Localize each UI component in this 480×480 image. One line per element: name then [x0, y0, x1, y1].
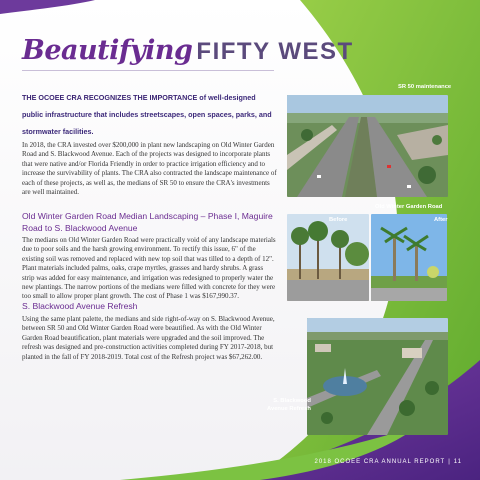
intro-lead: THE OCOEE CRA RECOGNIZES THE IMPORTANCE [22, 93, 198, 102]
intro-paragraph [22, 89, 272, 140]
footer-separator: | [448, 459, 451, 465]
caption-blackwood [267, 397, 311, 413]
footer-page-number: 11 [453, 459, 462, 465]
caption-owgr: Old Winter Garden Road [375, 204, 443, 210]
section-heading-owgr: Old Winter Garden Road Median Landscaping – Phase I, Maguire Road to S. Blackwood Avenue [22, 211, 273, 233]
title-divider [22, 70, 274, 71]
before-photo [287, 214, 369, 301]
section-body-owgr: The medians on Old Winter Garden Road were practically void of any landscape materials due to poor soils and the harsh growing environment. To rectify this issue, 6" of the existing soil was removed and replaced with new top soil that was tilled to a depth of 12". Plant materials included palms, oaks, crape myrtles, grasses and hardy shrubs. A grass strip was added for easy maintenance, and irrigation was redesigned to properly water the new plantings. The narrow portions of the medians were filled with concrete for they were too small to allow proper plant growth. The cost of Phase 1 was $167,990.37. [22, 236, 276, 301]
body-paragraph: In 2018, the CRA invested over $200,000 in plant new landscaping on Old Winter Garden Road and S. Blackwood Avenue. Each of the projects was designed to incorporate plants that were native and/or Florida Friendly in order to practice irrigation efficiency and to increase the survivability of plants. The CRA also contracted the landscape maintenance of each of these projects, as well as, the medians of SR 50 to ensure the CRA's investments are well maintained. [22, 141, 277, 197]
footer-report-title: 2018 OCOEE CRA ANNUAL REPORT [314, 459, 446, 465]
caption-before: Before [329, 217, 348, 223]
after-photo [371, 214, 447, 301]
caption-sr50: SR 50 maintenance [398, 84, 452, 90]
page-title [22, 34, 354, 68]
caption-after: After [434, 217, 448, 223]
page-footer [315, 459, 463, 465]
sr50-aerial-photo [287, 95, 448, 197]
section-body-blackwood: Using the same plant palette, the medians and side right-of-way on S. Blackwood Avenue, between SR 50 and Old Winter Garden Road were beautified. As with the Old Winter Garden Road beautification, plant materials were upgraded and the soil improved. The refresh was designed and pre-construction activities completed during FY 2017-2018, but planted in the fall of FY 2018-2019. Total cost of the Refresh project was $67,262.00. [22, 315, 275, 361]
blackwood-aerial-photo [307, 318, 448, 435]
title-caps: FIFTY WEST [196, 38, 354, 65]
caption-blackwood-line2: Avenue Refresh [267, 406, 311, 412]
section-heading-blackwood: S. Blackwood Avenue Refresh [22, 301, 138, 311]
title-script: Beautifying [22, 35, 193, 66]
caption-blackwood-line1: S. Blackwood [273, 398, 311, 404]
intro-rest: of well-designed public infrastructure that includes streetscapes, open spaces, parks, and stormwater facilities. [22, 93, 272, 136]
